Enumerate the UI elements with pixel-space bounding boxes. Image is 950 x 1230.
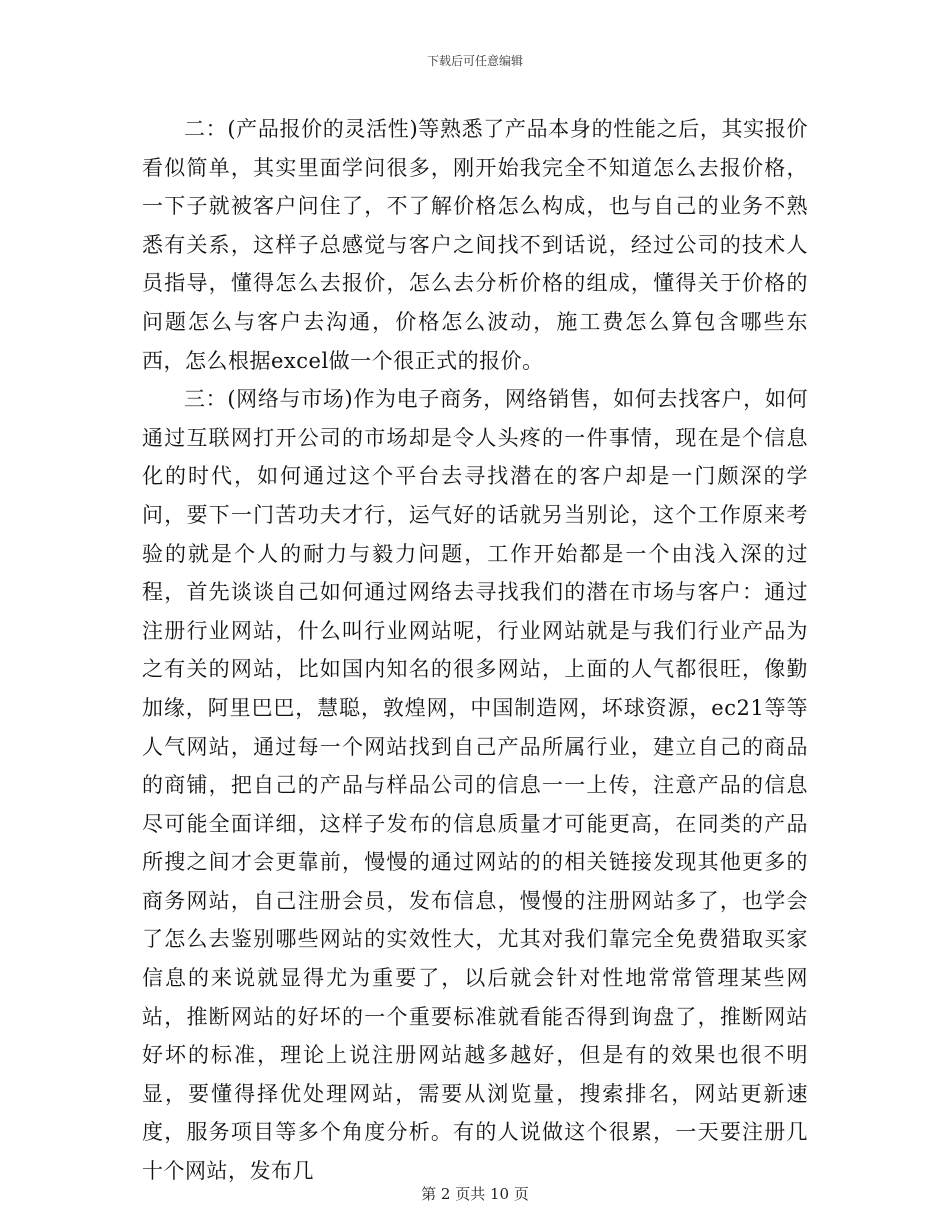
document-body <box>142 110 808 1191</box>
page-header: 下载后可任意编辑 <box>426 54 523 68</box>
paragraph-pricing: 二：(产品报价的灵活性)等熟悉了产品本身的性能之后，其实报价看似简单，其实里面学问很多，刚开始我完全不知道怎么去报价格，一下子就被客户问住了，不了解价格怎么构成，也与自己的业务不熟悉有关系，这样子总感觉与客户之间找不到话说，经过公司的技术人员指导，懂得怎么去报价，怎么去分析价格的组成，懂得关于价格的问题怎么与客户去沟通，价格怎么波动，施工费怎么算包含哪些东西，怎么根据excel做一个很正式的报价。 <box>142 117 808 373</box>
page-footer: 第 2 页共 10 页 <box>421 1185 529 1203</box>
paragraph-network-market: 三：(网络与市场)作为电子商务，网络销售，如何去找客户，如何通过互联网打开公司的市场却是令人头疼的一件事情，现在是个信息化的时代，如何通过这个平台去寻找潜在的客户却是一门颇深的学问，要下一门苦功夫才行，运气好的话就另当别论，这个工作原来考验的就是个人的耐力与毅力问题，工作开始都是一个由浅入深的过程，首先谈谈自己如何通过网络去寻找我们的潜在市场与客户：通过注册行业网站，什么叫行业网站呢，行业网站就是与我们行业产品为之有关的网站，比如国内知名的很多网站，上面的人气都很旺，像勤加缘，阿里巴巴，慧聪，敦煌网，中国制造网，坏球资源，ec21等等人气网站，通过每一个网站找到自己产品所属行业，建立自己的商品的商铺，把自己的产品与样品公司的信息一一上传，注意产品的信息尽可能全面详细，这样子发布的信息质量才可能更高，在同类的产品所搜之间才会更靠前，慢慢的通过网站的的相关链接发现其他更多的商务网站，自己注册会员，发布信息，慢慢的注册网站多了，也学会了怎么去鉴别哪些网站的实效性大，尤其对我们靠完全免费猎取买家信息的来说就显得尤为重要了，以后就会针对性地常常管理某些网站，推断网站的好坏的一个重要标准就看能否得到询盘了，推断网站好坏的标准，理论上说注册网站越多越好，但是有的效果也很不明显，要懂得择优处理网站，需要从浏览量，搜索排名，网站更新速度，服务项目等多个角度分析。有的人说做这个很累，一天要注册几十个网站，发布几 <box>142 387 808 1184</box>
